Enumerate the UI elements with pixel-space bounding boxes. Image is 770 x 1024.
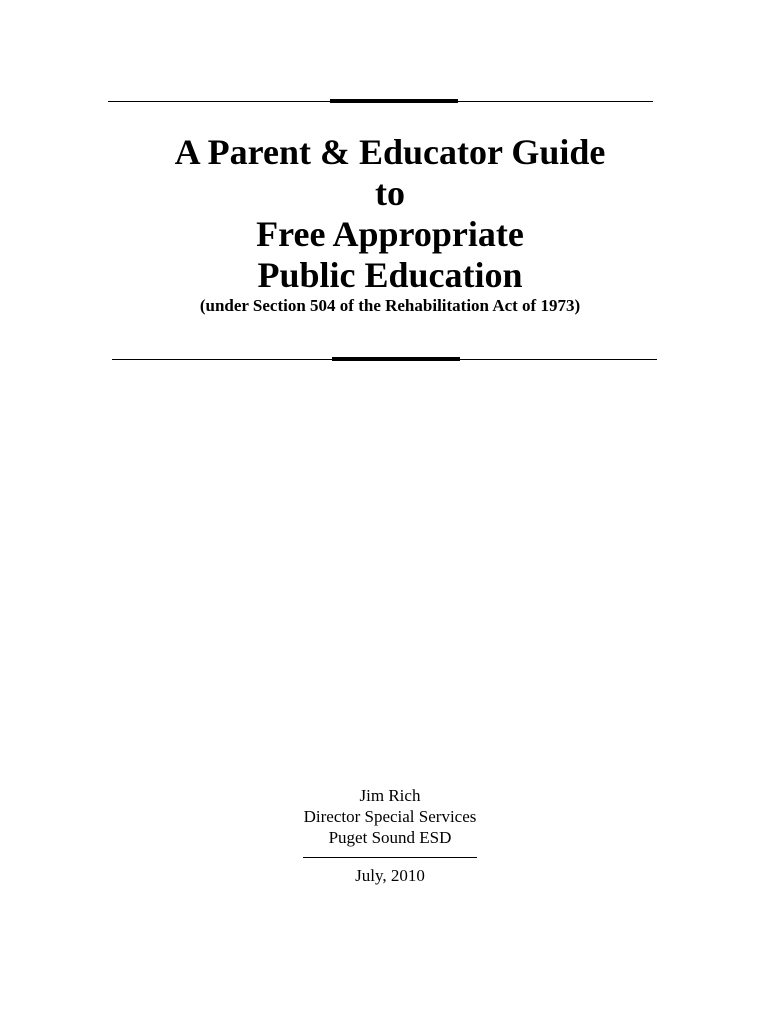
top-divider-accent <box>330 99 458 103</box>
author-name: Jim Rich <box>359 786 421 805</box>
title-line-1: A Parent & Educator Guide <box>174 132 606 172</box>
title-line-2: to <box>375 173 405 213</box>
author-organization: Puget Sound ESD <box>328 828 452 847</box>
date-divider-line <box>303 857 477 858</box>
title-line-3: Free Appropriate <box>256 214 524 254</box>
title-line-4: Public Education <box>257 255 523 295</box>
author-position: Director Special Services <box>303 807 477 826</box>
bottom-divider-accent <box>332 357 460 361</box>
publication-date: July, 2010 <box>355 866 425 885</box>
author-block <box>240 785 540 848</box>
document-title <box>140 132 640 296</box>
document-subtitle: (under Section 504 of the Rehabilitation Act of 1973) <box>199 296 581 315</box>
